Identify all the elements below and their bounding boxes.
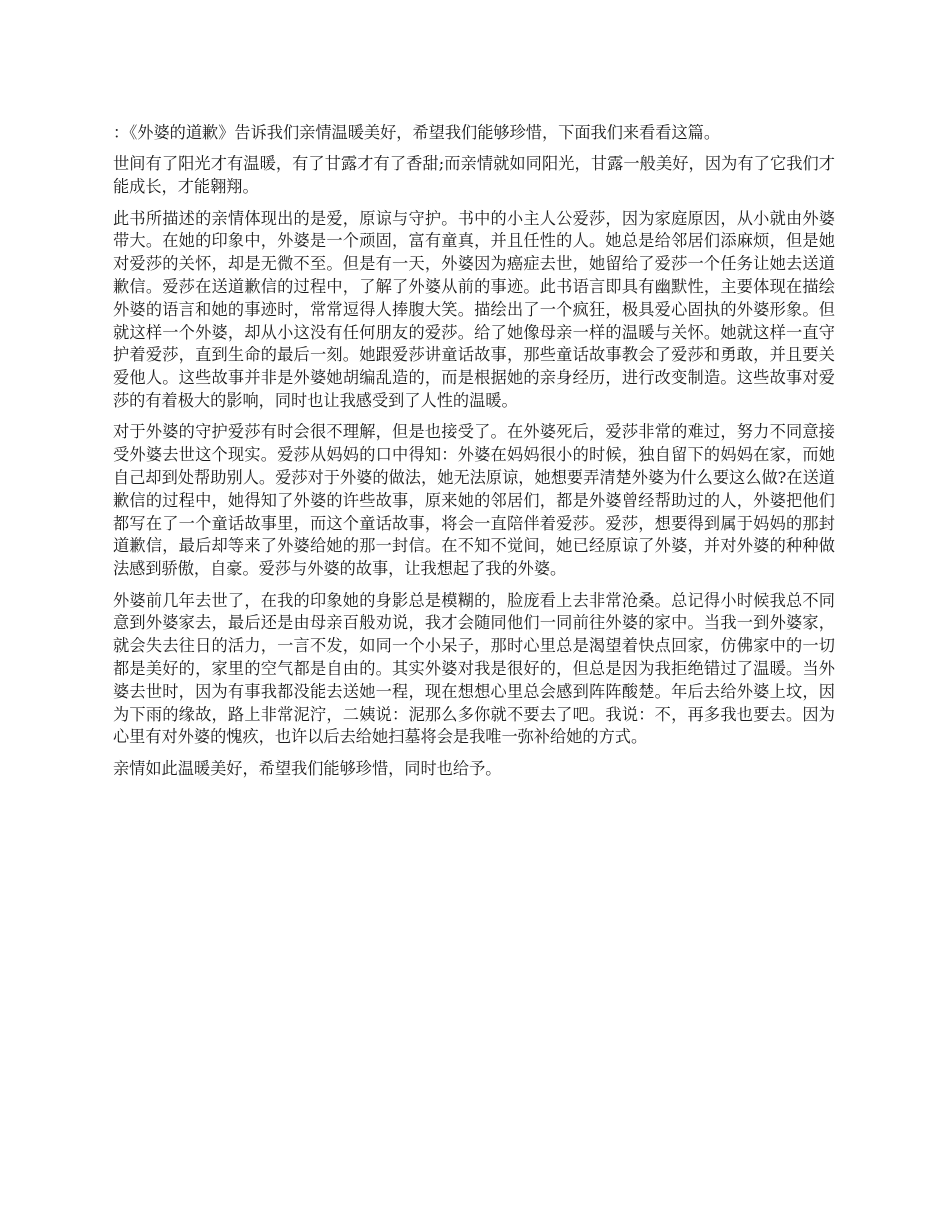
- paragraph-intro: ：《外婆的道歉》告诉我们亲情温暖美好，希望我们能够珍惜，下面我们来看看这篇。: [113, 123, 721, 142]
- paragraph-conclusion: 亲情如此温暖美好，希望我们能够珍惜，同时也给予。: [113, 758, 502, 778]
- paragraph-sunlight: 世间有了阳光才有温暖，有了甘露才有了香甜;而亲情就如同阳光，甘露一般美好，因为有了它我们才能成长，才能翱翔。: [113, 154, 835, 197]
- document-body: [113, 122, 835, 789]
- paragraph-book-summary: 此书所描述的亲情体现出的是爱，原谅与守护。书中的小主人公爱莎，因为家庭原因，从小就由外婆带大。在她的印象中，外婆是一个顽固，富有童真，并且任性的人。她总是给邻居们添麻烦，但是她对爱莎的关怀，却是无微不至。但是有一天，外婆因为癌症去世，她留给了爱莎一个任务让她去送道歉信。爱莎在送道歉信的过程中，了解了外婆从前的事迹。此书语言即具有幽默性，主要体现在描绘外婆的语言和她的事迹时，常常逗得人捧腹大笑。描绘出了一个疯狂，极具爱心固执的外婆形象。但就这样一个外婆，却从小这没有任何朋友的爱莎。给了她像母亲一样的温暖与关怀。她就这样一直守护着爱莎，直到生命的最后一刻。她跟爱莎讲童话故事，那些童话故事教会了爱莎和勇敢，并且要关爱他人。这些故事并非是外婆她胡编乱造的，而是根据她的亲身经历，进行改变制造。这些故事对爱莎的有着极大的影响，同时也让我感受到了人性的温暖。: [113, 208, 835, 410]
- paragraph-my-grandmother: 外婆前几年去世了，在我的印象她的身影总是模糊的，脸庞看上去非常沧桑。总记得小时候我总不同意到外婆家去，最后还是由母亲百般劝说，我才会随同他们一同前往外婆的家中。当我一到外婆家，就会失去往日的活力，一言不发，如同一个小呆子，那时心里总是渴望着快点回家，仿佛家中的一切都是美好的，家里的空气都是自由的。其实外婆对我是很好的，但总是因为我拒绝错过了温暖。当外婆去世时，因为有事我都没能去送她一程，现在想想心里总会感到阵阵酸楚。年后去给外婆上坟，因为下雨的缘故，路上非常泥泞，二姨说：泥那么多你就不要去了吧。我说：不，再多我也要去。因为心里有对外婆的愧疚，也许以后去给她扫墓将会是我唯一弥补给她的方式。: [113, 590, 835, 747]
- paragraph-elsa-reaction: 对于外婆的守护爱莎有时会很不理解，但是也接受了。在外婆死后，爱莎非常的难过，努力不同意接受外婆去世这个现实。爱莎从妈妈的口中得知：外婆在妈妈很小的时候，独自留下的妈妈在家，而她自己却到处帮助别人。爱莎对于外婆的做法，她无法原谅，她想要弄清楚外婆为什么要这么做?在送道歉信的过程中，她得知了外婆的许些故事，原来她的邻居们，都是外婆曾经帮助过的人，外婆把他们都写在了一个童话故事里，而这个童话故事，将会一直陪伴着爱莎。爱莎，想要得到属于妈妈的那封道歉信，最后却等来了外婆给她的那一封信。在不知不觉间，她已经原谅了外婆，并对外婆的种种做法感到骄傲，自豪。爱莎与外婆的故事，让我想起了我的外婆。: [113, 422, 835, 579]
